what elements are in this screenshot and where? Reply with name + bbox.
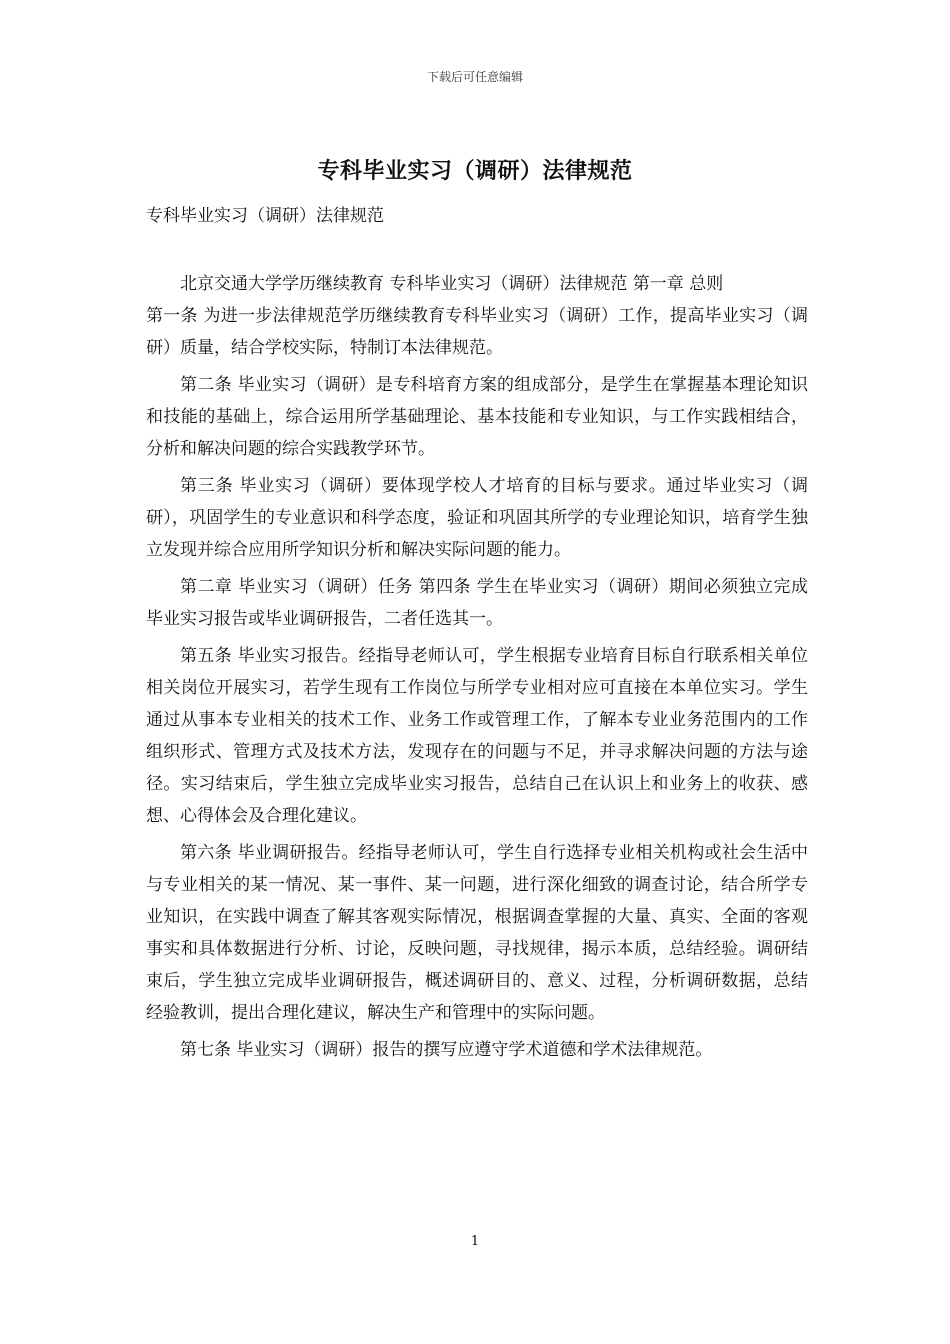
document-body [146,268,808,1071]
document-subtitle: 专科毕业实习（调研）法律规范 [146,206,384,226]
paragraph-article-6: 第六条 毕业调研报告。经指导老师认可，学生自行选择专业相关机构或社会生活中与专业相关的某一情况、某一事件、某一问题，进行深化细致的调查讨论，结合所学专业知识，在实践中调查了解其客观实际情况，根据调查掌握的大量、真实、全面的客观事实和具体数据进行分析、讨论，反映问题，寻找规律，揭示本质，总结经验。调研结束后，学生独立完成毕业调研报告，概述调研目的、意义、过程，分析调研数据，总结经验教训，提出合理化建议，解决生产和管理中的实际问题。 [146,843,808,1023]
document-title: 专科毕业实习（调研）法律规范 [317,159,633,184]
page-number: 1 [470,1234,480,1249]
paragraph-article-5: 第五条 毕业实习报告。经指导老师认可，学生根据专业培育目标自行联系相关单位相关岗位开展实习，若学生现有工作岗位与所学专业相对应可直接在本单位实习。学生通过从事本专业相关的技术工作、业务工作或管理工作，了解本专业业务范围内的工作组织形式、管理方式及技术方法，发现存在的问题与不足，并寻求解决问题的方法与途径。实习结束后，学生独立完成毕业实习报告，总结自己在认识上和业务上的收获、感想、心得体会及合理化建议。 [146,646,808,826]
paragraph-article-7: 第七条 毕业实习（调研）报告的撰写应遵守学术道德和学术法律规范。 [180,1040,713,1060]
header-note: 下载后可任意编辑 [426,70,523,84]
paragraph-article-1: 第一条 为进一步法律规范学历继续教育专科毕业实习（调研）工作，提高毕业实习（调研）质量，结合学校实际，特制订本法律规范。 [146,306,808,358]
paragraph-article-3: 第三条 毕业实习（调研）要体现学校人才培育的目标与要求。通过毕业实习（调研），巩固学生的专业意识和科学态度，验证和巩固其所学的专业理论知识，培育学生独立发现并综合应用所学知识分析和解决实际问题的能力。 [146,476,808,560]
paragraph-chapter-2-article-4: 第二章 毕业实习（调研）任务 第四条 学生在毕业实习（调研）期间必须独立完成毕业实习报告或毕业调研报告，二者任选其一。 [146,577,808,629]
paragraph-chapter-1-heading: 北京交通大学学历继续教育 专科毕业实习（调研）法律规范 第一章 总则 [180,274,724,294]
paragraph-article-2: 第二条 毕业实习（调研）是专科培育方案的组成部分，是学生在掌握基本理论知识和技能的基础上，综合运用所学基础理论、基本技能和专业知识，与工作实践相结合，分析和解决问题的综合实践教学环节。 [146,375,808,459]
